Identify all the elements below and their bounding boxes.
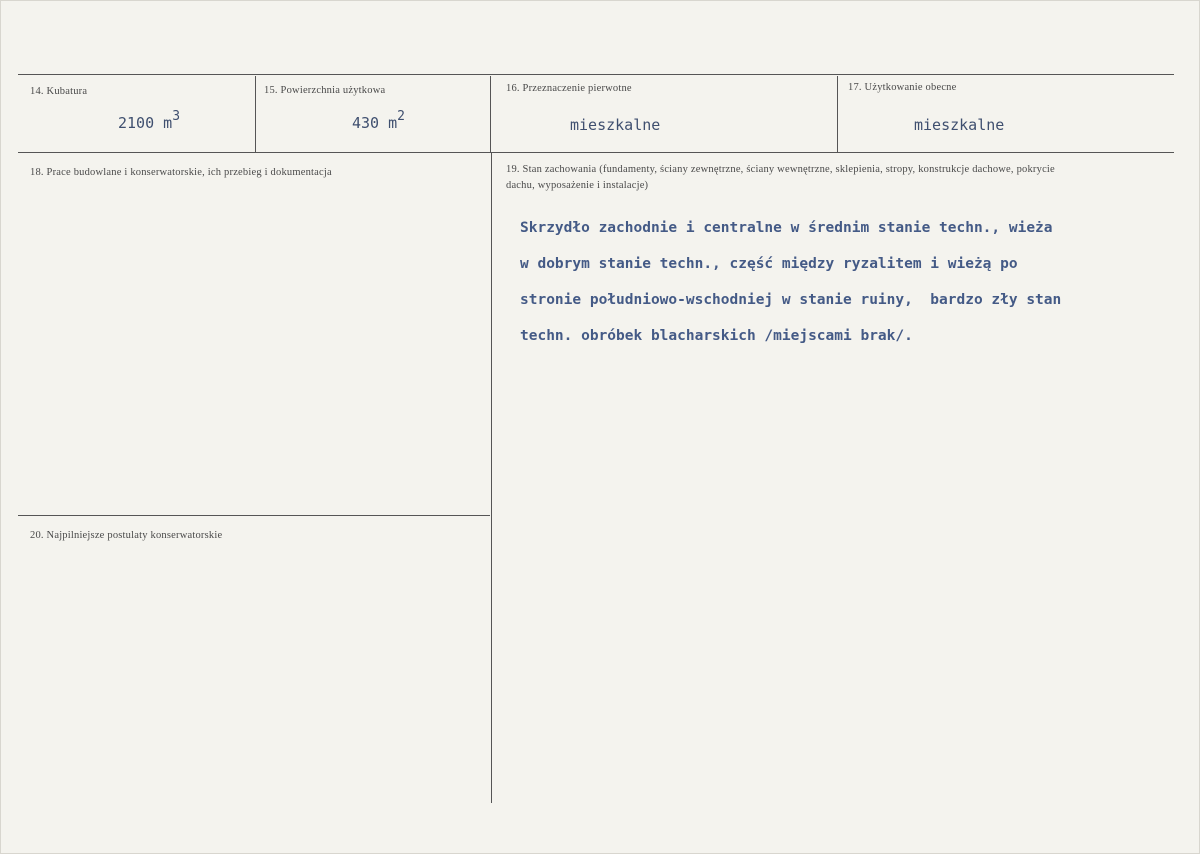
powierzchnia-label: 15. Powierzchnia użytkowa [264,85,386,96]
kubatura-exponent: 3 [172,109,181,124]
stan-line-1: Skrzydło zachodnie i centralne w średnim stanie techn., wieża [520,220,1053,236]
stan-line-3: stronie południowo-wschodniej w stanie ruiny, bardzo zły stan [520,292,1062,308]
uzytkowanie-label: 17. Użytkowanie obecne [848,82,957,93]
przeznaczenie-label: 16. Przeznaczenie pierwotne [506,83,632,94]
stan-text [520,201,1061,363]
prace-label: 18. Prace budowlane i konserwatorskie, ich przebieg i dokumentacja [30,167,332,178]
powierzchnia-exponent: 2 [397,109,405,124]
divider-14-15 [255,76,256,152]
stan-line-2: w dobrym stanie techn., część między ryzalitem i wieżą po [520,256,1018,272]
divider-left-right [491,153,492,803]
kubatura-number: 2100 m [118,114,173,132]
divider-16-17 [837,76,838,152]
stan-label: 19. Stan zachowania (fundamenty, ściany zewnętrzne, ściany wewnętrzne, sklepienia, stropy, konstrukcje dachowe, pokrycie dachu, wyposażenie i instalacje) [506,164,1055,191]
section18-bottom-rule [18,515,490,516]
powierzchnia-number: 430 m [352,114,398,132]
row1-bottom-rule [18,152,1174,153]
divider-15-16 [490,76,491,152]
kubatura-label: 14. Kubatura [30,86,88,97]
kubatura-value [118,109,181,132]
postulaty-label: 20. Najpilniejsze postulaty konserwatorskie [30,530,223,541]
powierzchnia-value [352,109,405,132]
uzytkowanie-value: mieszkalne [914,116,1005,134]
top-rule [18,74,1174,75]
przeznaczenie-value: mieszkalne [570,116,661,134]
stan-line-4: techn. obróbek blacharskich /miejscami brak/. [520,328,913,344]
